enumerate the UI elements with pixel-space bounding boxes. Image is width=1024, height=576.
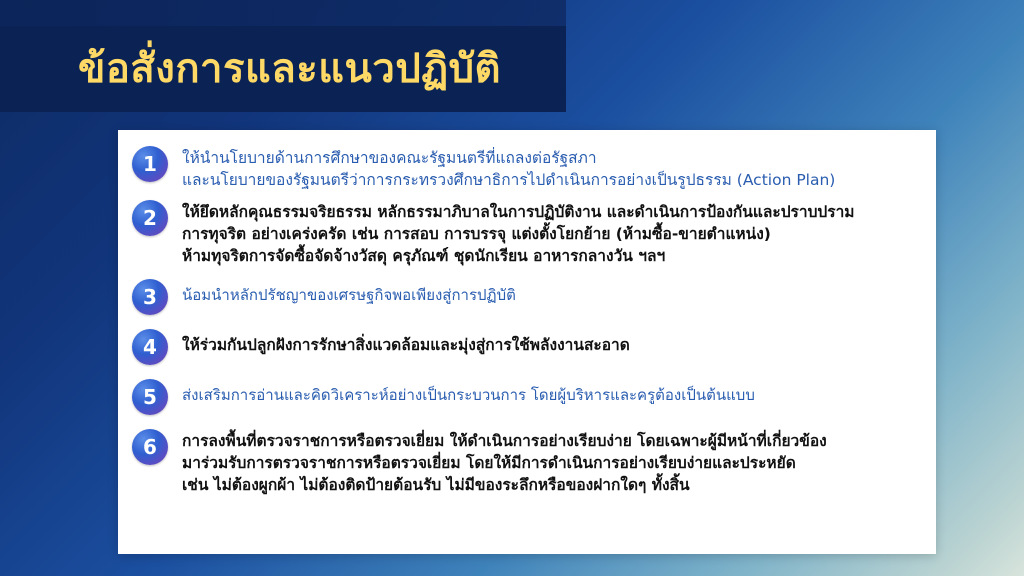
item-number-badge: 5 (132, 379, 168, 415)
list-item (118, 279, 936, 315)
item-line: ให้ร่วมกันปลูกฝังการรักษาสิ่งแวดล้อมและมุ่งสู่การใช้พลังงานสะอาด (182, 336, 630, 354)
item-line: ส่งเสริมการอ่านและคิดวิเคราะห์อย่างเป็นกระบวนการ โดยผู้บริหารและครูต้องเป็นต้นแบบ (182, 386, 755, 404)
item-text (182, 329, 922, 356)
item-number-badge: 2 (132, 200, 168, 236)
item-line: การลงพื้นที่ตรวจราชการหรือตรวจเยี่ยม ให้ดำเนินการอย่างเรียบง่าย โดยเฉพาะผู้มีหน้าที่เกี่ยวข้อง (182, 432, 827, 450)
item-line: มาร่วมรับการตรวจราชการหรือตรวจเยี่ยม โดยให้มีการดำเนินการอย่างเรียบง่ายและประหยัด (182, 454, 796, 472)
item-line: น้อมนำหลักปรัชญาของเศรษฐกิจพอเพียงสู่การปฏิบัติ (182, 286, 516, 304)
list-item (118, 429, 936, 496)
list-item (118, 329, 936, 365)
item-number-badge: 3 (132, 279, 168, 315)
instruction-list (118, 130, 936, 505)
item-line: เช่น ไม่ต้องผูกผ้า ไม่ต้องติดป้ายต้อนรับ ไม่มีของระลึกหรือของฝากใดๆ ทั้งสิ้น (182, 476, 690, 494)
item-line: ห้ามทุจริตการจัดซื้อจัดจ้างวัสดุ ครุภัณฑ์ ชุดนักเรียน อาหารกลางวัน ฯลฯ (182, 247, 666, 265)
content-card (118, 130, 936, 554)
item-line: ให้ยึดหลักคุณธรรมจริยธรรม หลักธรรมาภิบาลในการปฏิบัติงาน และดำเนินการป้องกันและปราบปราม (182, 203, 855, 221)
list-item (118, 379, 936, 415)
list-item (118, 146, 936, 191)
item-text (182, 379, 922, 406)
item-line: และนโยบายของรัฐมนตรีว่าการกระทรวงศึกษาธิการไปดำเนินการอย่างเป็นรูปธรรม (Action Plan) (182, 171, 836, 189)
item-text (182, 279, 922, 306)
title-band-top (0, 0, 566, 26)
page-title: ข้อสั่งการและแนวปฏิบัติ (78, 46, 501, 92)
list-item (118, 200, 936, 267)
item-text (182, 146, 922, 191)
item-text (182, 200, 922, 267)
item-line: การทุจริต อย่างเคร่งครัด เช่น การสอบ การบรรจุ แต่งตั้งโยกย้าย (ห้ามซื้อ-ขายตำแหน่ง) (182, 225, 771, 243)
item-number-badge: 1 (132, 146, 168, 182)
item-number-badge: 6 (132, 429, 168, 465)
item-number-badge: 4 (132, 329, 168, 365)
item-text (182, 429, 922, 496)
item-line: ให้นำนโยบายด้านการศึกษาของคณะรัฐมนตรีที่แถลงต่อรัฐสภา (182, 149, 597, 167)
